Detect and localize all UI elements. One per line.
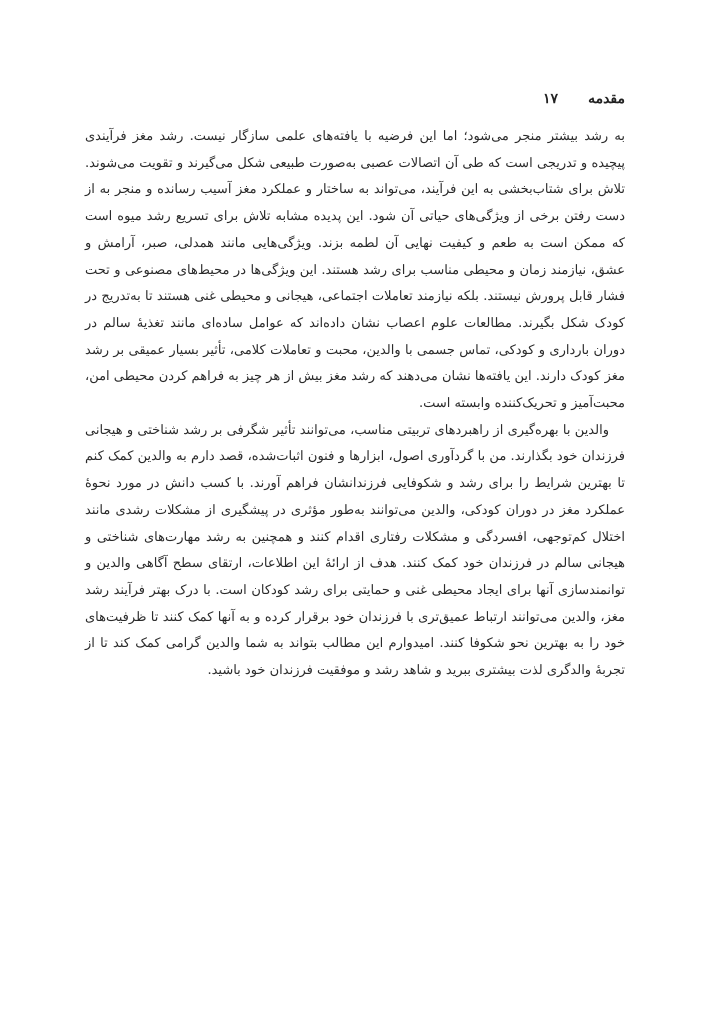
section-title: مقدمه [588, 91, 625, 107]
body-text [85, 124, 625, 685]
paragraph-continuation: به رشد بیشتر منجر می‌شود؛ اما این فرضیه با یافته‌های علمی سازگار نیست. رشد مغز فرآیندی پیچیده و تدریجی است که طی آن اتصالات عصبی به‌صورت طبیعی شکل می‌گیرند و تقویت می‌شوند. تلاش برای شتاب‌بخشی به این فرآیند، می‌تواند به ساختار و عملکرد مغز آسیب رسانده و منجر به از دست رفتن برخی از ویژگی‌های حیاتی آن شود. این پدیده مشابه تلاش برای تسریع رشد میوه است که ممکن است به طعم و کیفیت نهایی آن لطمه بزند. ویژگی‌هایی مانند همدلی، صبر، آرامش و عشق، نیازمند زمان و محیطی مناسب برای رشد هستند. این ویژگی‌ها در محیط‌های مصنوعی و تحت فشار قابل پرورش نیستند. بلکه نیازمند تعاملات اجتماعی، هیجانی و محیطی غنی هستند تا به‌تدریج در کودک شکل بگیرند. مطالعات علوم اعصاب نشان داده‌اند که عوامل ساده‌ای مانند تغذیهٔ سالم در دوران بارداری و کودکی، تماس جسمی با والدین، محبت و تعاملات کلامی، تأثیر بسیار عمیقی بر رشد مغز کودک دارند. این یافته‌ها نشان می‌دهند که رشد مغز بیش از هر چیز به فراهم کردن محیطی امن، محبت‌آمیز و تحریک‌کننده وابسته است. [85, 129, 625, 412]
running-head [543, 91, 625, 107]
page-number: ۱۷ [543, 91, 559, 107]
paragraph-parents-strategies: والدین با بهره‌گیری از راهبردهای تربیتی مناسب، می‌توانند تأثیر شگرفی بر رشد شناختی و هیجانی فرزندان خود بگذارند. من با گردآوری اصول، ابزارها و فنون اثبات‌شده، قصد دارم به والدین کمک کنم تا بهترین شرایط را برای رشد و شکوفایی فرزندانشان فراهم آورند. با کسب دانش در مورد نحوهٔ عملکرد مغز در دوران کودکی، والدین می‌توانند به‌طور مؤثری در پیشگیری از مشکلات رشدی مانند اختلال کم‌توجهی، افسردگی و مشکلات رفتاری اقدام کنند و همچنین به رشد مهارت‌های شناختی و هیجانی سالم در فرزندان خود کمک کنند. هدف از ارائهٔ این اطلاعات، ارتقای سطح آگاهی والدین و توانمندسازی آنها برای ایجاد محیطی غنی و حمایتی برای رشد کودکان است. با درک بهتر فرآیند رشد مغز، والدین می‌توانند ارتباط عمیق‌تری با فرزندان خود برقرار کرده و به آنها کمک کنند تا ظرفیت‌های خود را به بهترین نحو شکوفا کنند. امیدوارم این مطالب بتواند به شما والدین گرامی کمک کند تا از تجربهٔ والدگری لذت بیشتری ببرید و شاهد رشد و موفقیت فرزندان خود باشید. [85, 422, 625, 679]
